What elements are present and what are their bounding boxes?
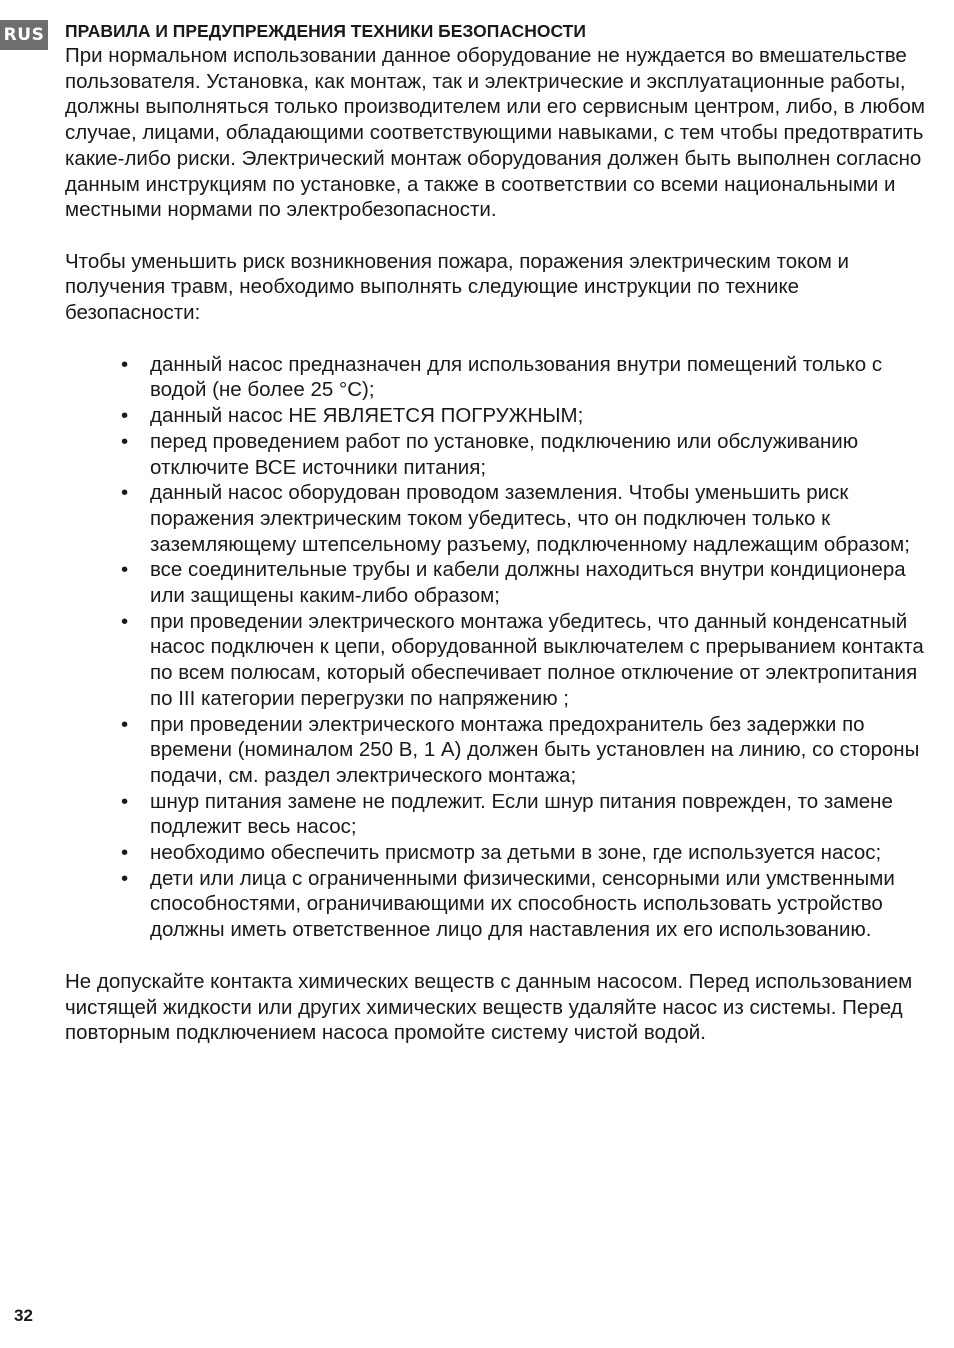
bullet-icon: •: [121, 866, 129, 890]
bullet-icon: •: [121, 558, 129, 582]
list-item: [65, 712, 937, 789]
list-item: [65, 557, 937, 608]
bullet-icon: •: [121, 712, 129, 736]
list-item: [65, 429, 937, 480]
intro-paragraph: При нормальном использовании данное оборудование не нуждается во вмешательстве пользователя. Установка, как монтаж, так и электрические и эксплуатационные работы, должны выполняться только производителем или его сервисным центром, либо, в любом случае, лицами, обладающими соответствующими навыками, с тем чтобы предотвратить какие-либо риски. Электрический монтаж оборудования должен быть выполнен согласно данным инструкциям по установке, а также в соответствии со всеми национальными и местными нормами по электробезопасности.: [65, 44, 925, 222]
list-item: [65, 789, 937, 840]
section-heading: ПРАВИЛА И ПРЕДУПРЕЖДЕНИЯ ТЕХНИКИ БЕЗОПАСНОСТИ: [65, 21, 586, 41]
language-badge: RUS: [0, 20, 48, 50]
bullet-icon: •: [121, 789, 129, 813]
list-item: [65, 866, 937, 943]
list-item: [65, 403, 937, 429]
safety-instructions-list: [65, 352, 937, 943]
list-item: [65, 609, 937, 712]
list-item-text: при проведении электрического монтажа предохранитель без задержки по времени (номиналом 250 В, 1 А) должен быть установлен на линию, со стороны подачи, см. раздел электрического монтажа;: [150, 712, 920, 787]
list-item-text: при проведении электрического монтажа убедитесь, что данный конденсатный насос подключен к цепи, оборудованной выключателем с прерыванием контакта по всем полюсам, который обеспечивает полное отключение от электропитания по III категории перегрузки по напряжению ;: [150, 609, 924, 710]
closing-paragraph: Не допускайте контакта химических веществ с данным насосом. Перед использованием чистящей жидкости или других химических веществ удаляйте насос из системы. Перед повторным подключением насоса промойте систему чистой водой.: [65, 969, 913, 1045]
list-item: [65, 480, 937, 557]
document-body: [65, 19, 937, 1046]
list-item-text: все соединительные трубы и кабели должны находиться внутри кондиционера или защищены каким-либо образом;: [150, 558, 906, 608]
bullet-icon: •: [121, 609, 129, 633]
list-item-text: дети или лица с ограниченными физическими, сенсорными или умственными способностями, ограничивающими их способность использовать устройство должны иметь ответственное лицо для наставления их его использованию.: [150, 866, 895, 942]
page-number: 32: [14, 1306, 33, 1325]
bullet-icon: •: [121, 352, 129, 376]
list-item-text: данный насос НЕ ЯВЛЯЕТСЯ ПОГРУЖНЫМ;: [150, 404, 584, 428]
list-item-text: необходимо обеспечить присмотр за детьми в зоне, где используется насос;: [150, 841, 882, 865]
list-item-text: перед проведением работ по установке, подключению или обслуживанию отключите ВСЕ источники питания;: [150, 429, 859, 479]
bullet-icon: •: [121, 404, 129, 428]
list-item-text: данный насос оборудован проводом заземления. Чтобы уменьшить риск поражения электрическим током убедитесь, что он подключен только к заземляющему штепсельному разъему, подключенному надлежащим образом;: [150, 481, 910, 556]
list-item: [65, 840, 937, 866]
bullet-icon: •: [121, 841, 129, 865]
bullet-icon: •: [121, 481, 129, 505]
lead-paragraph: Чтобы уменьшить риск возникновения пожара, поражения электрическим током и получения травм, необходимо выполнять следующие инструкции по технике безопасности:: [65, 249, 849, 325]
bullet-icon: •: [121, 429, 129, 453]
list-item: [65, 352, 937, 403]
list-item-text: шнур питания замене не подлежит. Если шнур питания поврежден, то замене подлежит весь насос;: [150, 789, 893, 839]
list-item-text: данный насос предназначен для использования внутри помещений только с водой (не более 25 °C);: [150, 352, 883, 402]
